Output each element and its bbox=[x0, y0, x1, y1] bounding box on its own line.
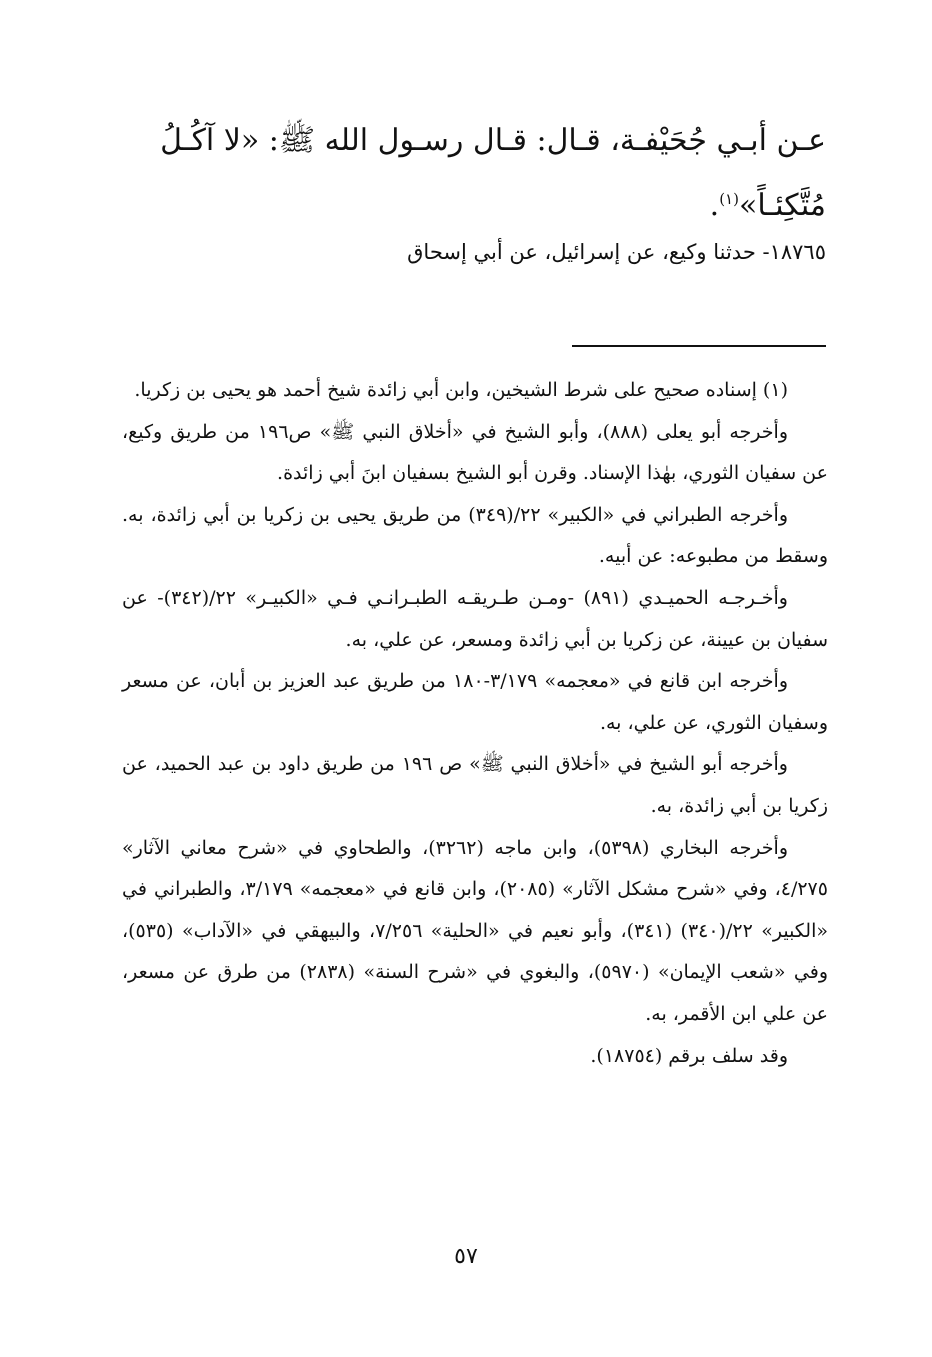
hadith-text bbox=[120, 112, 826, 235]
footnote-paragraph: وأخـرجـه الحميـدي (٨٩١) -ومـن طـريقـه الطبـرانـي فـي «الكبيـر» ٢٢/(٣٤٢)- عن سفيان بن عيينة، عن زكريا بن أبي زائدة ومسعر، عن علي، به. bbox=[122, 586, 828, 651]
footnote-paragraph: وأخرجه أبو يعلى (٨٨٨)، وأبو الشيخ في «أخلاق النبي ﷺ» ص١٩٦ من طريق وكيع، عن سفيان الثوري، بهٰذا الإسناد. وقرن أبو الشيخ بسفيان ابنَ أبي زائدة. bbox=[122, 420, 828, 485]
footnote-paragraph: وأخرجه البخاري (٥٣٩٨)، وابن ماجه (٣٢٦٢)، والطحاوي في «شرح معاني الآثار» ٤/٢٧٥، وفي «شرح مشكل الآثار» (٢٠٨٥)، وابن قانع في «معجمه» ٣/١٧٩، والطبراني في «الكبير» ٢٢/(٣٤٠) (٣٤١)، وأبو نعيم في «الحلية» ٧/٢٥٦، والبيهقي في «الآداب» (٥٣٥)، وفي «شعب الإيمان» (٥٩٧٠)، والبغوي في «شرح السنة» (٢٨٣٨) من طرق عن مسعر، عن علي ابن الأقمر، به. bbox=[122, 836, 828, 1025]
hadith-line-2 bbox=[120, 170, 826, 235]
footnote-divider bbox=[572, 345, 826, 347]
footnotes bbox=[122, 370, 828, 1077]
footnote-paragraph: وأخرجه الطبراني في «الكبير» ٢٢/(٣٤٩) من طريق يحيى بن زكريا بن أبي زائدة، به. وسقط من مطبوعه: عن أبيه. bbox=[122, 503, 828, 568]
hadith-line-2-text: مُتَّكِئـاً» bbox=[738, 188, 826, 223]
footnote-paragraph: (١) إسناده صحيح على شرط الشيخين، وابن أبي زائدة شيخ أحمد هو يحيى بن زكريا. bbox=[134, 379, 788, 401]
hadith-line-2-end: . bbox=[709, 188, 720, 223]
footnote-reference: (١) bbox=[719, 190, 739, 208]
footnote-paragraph: وأخرجه ابن قانع في «معجمه» ٣/١٧٩-١٨٠ من طريق عبد العزيز بن أبان، عن مسعر وسفيان الثوري، عن علي، به. bbox=[122, 670, 828, 734]
footnote-paragraph: وقد سلف برقم (١٨٧٥٤). bbox=[590, 1044, 788, 1067]
page-number: ٥٧ bbox=[454, 1244, 478, 1269]
footnote-paragraph: وأخرجه أبو الشيخ في «أخلاق النبي ﷺ» ص ١٩٦ من طريق داود بن عبد الحميد، عن زكريا بن أبي زائدة، به. bbox=[122, 753, 828, 817]
narration-chain: ١٨٧٦٥- حدثنا وكيع، عن إسرائيل، عن أبي إسحاق bbox=[407, 240, 826, 264]
hadith-line-1: عـن أبـي جُحَيْفـة، قـال: قـال رسـول الله ﷺ: «لا آكُـلُ bbox=[160, 123, 826, 158]
